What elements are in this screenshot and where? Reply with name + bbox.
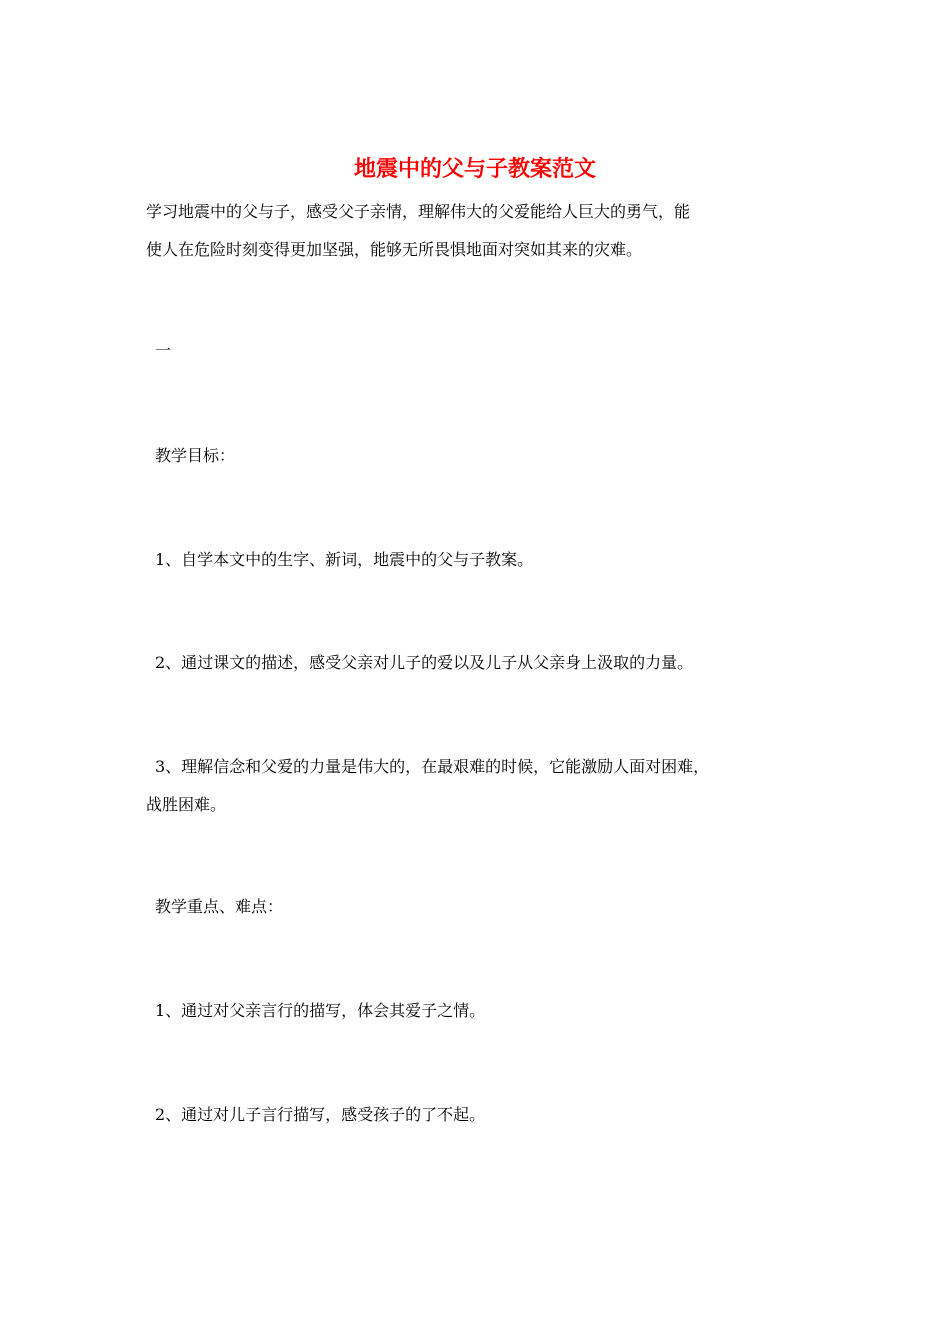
key-point-2: 2、通过对儿子言行描写，感受孩子的了不起。 (155, 1105, 486, 1124)
key-point-1: 1、通过对父亲言行的描写，体会其爱子之情。 (155, 1001, 486, 1020)
goals-heading: 教学目标： (155, 446, 236, 465)
goal-3-line-1: 3、理解信念和父爱的力量是伟大的，在最艰难的时候，它能激励人面对困难， (155, 757, 710, 776)
intro-line-2: 使人在危险时刻变得更加坚强，能够无所畏惧地面对突如其来的灾难。 (146, 240, 643, 259)
goal-1: 1、自学本文中的生字、新词，地震中的父与子教案。 (155, 550, 534, 569)
goal-3-line-2: 战胜困难。 (146, 795, 227, 814)
section-marker: 一 (155, 341, 172, 360)
key-points-heading: 教学重点、难点： (155, 897, 284, 916)
goal-2: 2、通过课文的描述，感受父亲对儿子的爱以及儿子从父亲身上汲取的力量。 (155, 653, 694, 672)
intro-line-1: 学习地震中的父与子，感受父子亲情，理解伟大的父爱能给人巨大的勇气，能 (146, 202, 691, 221)
document-title: 地震中的父与子教案范文 (353, 156, 596, 182)
